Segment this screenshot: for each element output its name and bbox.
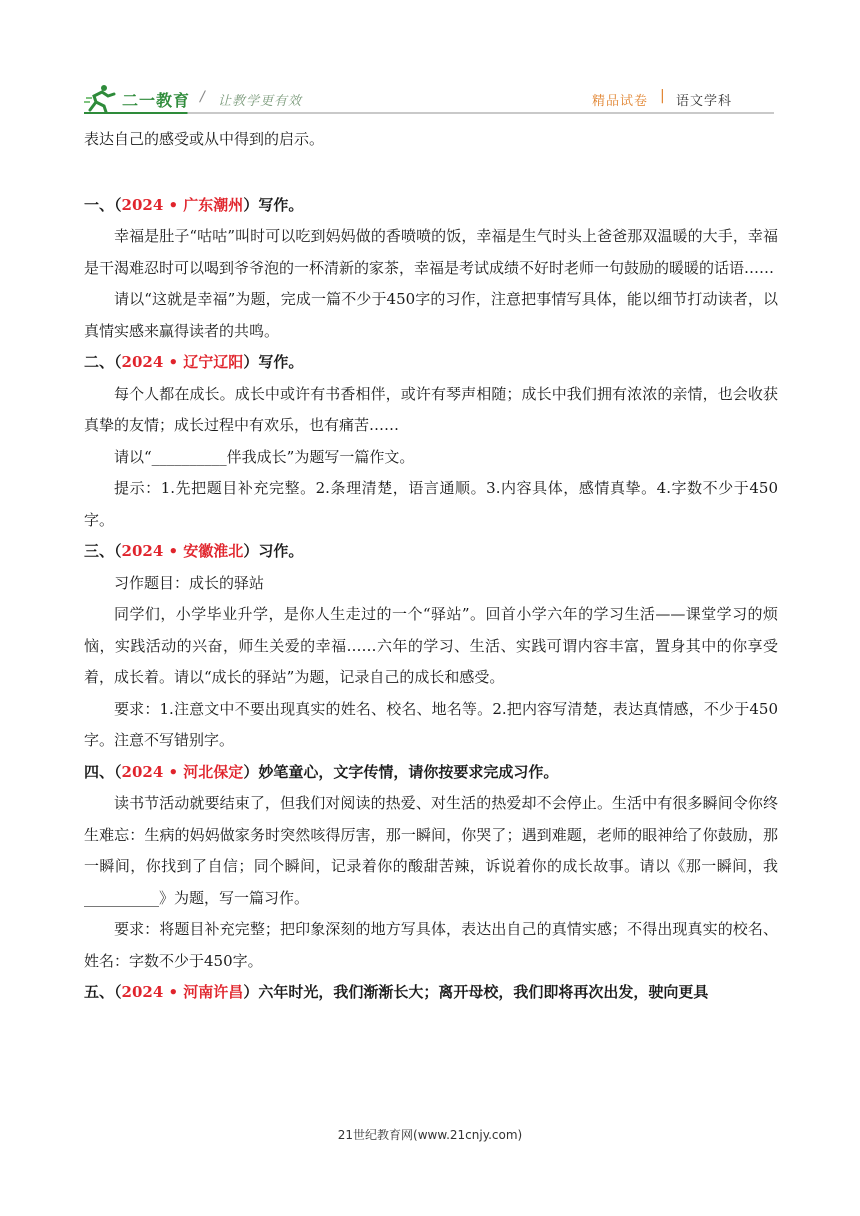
section-heading: 四、（2024 • 河北保定）妙笔童心，文字传情，请你按要求完成习作。 [84,762,559,781]
year-region-tag: 2024 • 安徽淮北 [121,542,244,560]
spacer [84,156,778,190]
paragraph: 习作题目：成长的驿站 [114,573,265,592]
page-footer: 21世纪教育网(www.21cnjy.com) [337,1128,523,1142]
paragraph: 请以“这就是幸福”为题，完成一篇不少于450字的习作，注意把事情写具体，能以细节打动读者，以真情实感来赢得读者的共鸣。 [84,290,778,340]
header-tag-quality: 精品试卷 [592,94,649,109]
running-figure-logo-icon [84,84,118,114]
brand-name: 二一教育 [122,91,191,110]
paragraph: 同学们，小学毕业升学，是你人生走过的一个“驿站”。回首小学六年的学习生活——课堂学习的烦恼，实践活动的兴奋，师生关爱的幸福……六年的学习、生活、实践可谓内容丰富，置身其中的你享受着，成长着。请以“成长的驿站”为题，记录自己的成长和感受。 [84,605,778,686]
paragraph: 要求：1.注意文中不要出现真实的姓名、校名、地名等。2.把内容写清楚，表达真情感，不少于450字。注意不写错别字。 [84,699,778,749]
header-divider [84,112,774,114]
section-heading: 五、（2024 • 河南许昌）六年时光，我们渐渐长大；离开母校，我们即将再次出发，驶向更具 [84,983,709,1001]
paragraph: 读书节活动就要结束了，但我们对阅读的热爱、对生活的热爱却不会停止。生活中有很多瞬间令你终生难忘：生病的妈妈做家务时突然咳得厉害，那一瞬间，你哭了；遇到难题，老师的眼神给了你鼓励，那一瞬间，你找到了自信；同个瞬间，记录着你的酸甜苦辣，诉说着你的成长故事。请以《那一瞬间，我__________》为题，写一篇习作。 [84,794,778,907]
brand-slogan: 让教学更有效 [218,94,303,109]
page-header [0,0,860,130]
paragraph: 请以“__________伴我成长”为题写一篇作文。 [114,447,415,466]
year-region-tag: 2024 • 河南许昌 [121,983,244,1001]
paragraph: 幸福是肚子“咕咕”叫时可以吃到妈妈做的香喷喷的饭，幸福是生气时头上爸爸那双温暖的大手，幸福是干渴难忍时可以喝到爷爷泡的一杯清新的家茶，幸福是考试成绩不好时老师一句鼓励的暖暖的话语…… [84,227,778,277]
slogan-separator: / [200,89,205,105]
paragraph: 每个人都在成长。成长中或许有书香相伴，或许有琴声相随；成长中我们拥有浓浓的亲情，也会收获真挚的友情；成长过程中有欢乐，也有痛苦…… [84,384,778,434]
year-region-tag: 2024 • 辽宁辽阳 [121,353,244,371]
header-tag-subject: 语文学科 [676,94,733,109]
section-heading: 一、（2024 • 广东潮州）写作。 [84,195,304,214]
paragraph: 提示：1.先把题目补充完整。2.条理清楚，语言通顺。3.内容具体，感情真挚。4.字数不少于450字。 [84,479,778,529]
paragraph: 要求：将题目补充完整；把印象深刻的地方写具体，表达出自己的真情实感；不得出现真实的校名、姓名：字数不少于450字。 [84,920,778,970]
section-heading: 二、（2024 • 辽宁辽阳）写作。 [84,353,304,371]
section-heading: 三、（2024 • 安徽淮北）习作。 [84,542,304,560]
year-region-tag: 2024 • 河北保定 [121,762,244,781]
header-tag-separator: | [660,88,665,104]
intro-text: 表达自己的感受或从中得到的启示。 [84,130,325,148]
document-body [84,124,778,1009]
year-region-tag: 2024 • 广东潮州 [121,195,244,214]
